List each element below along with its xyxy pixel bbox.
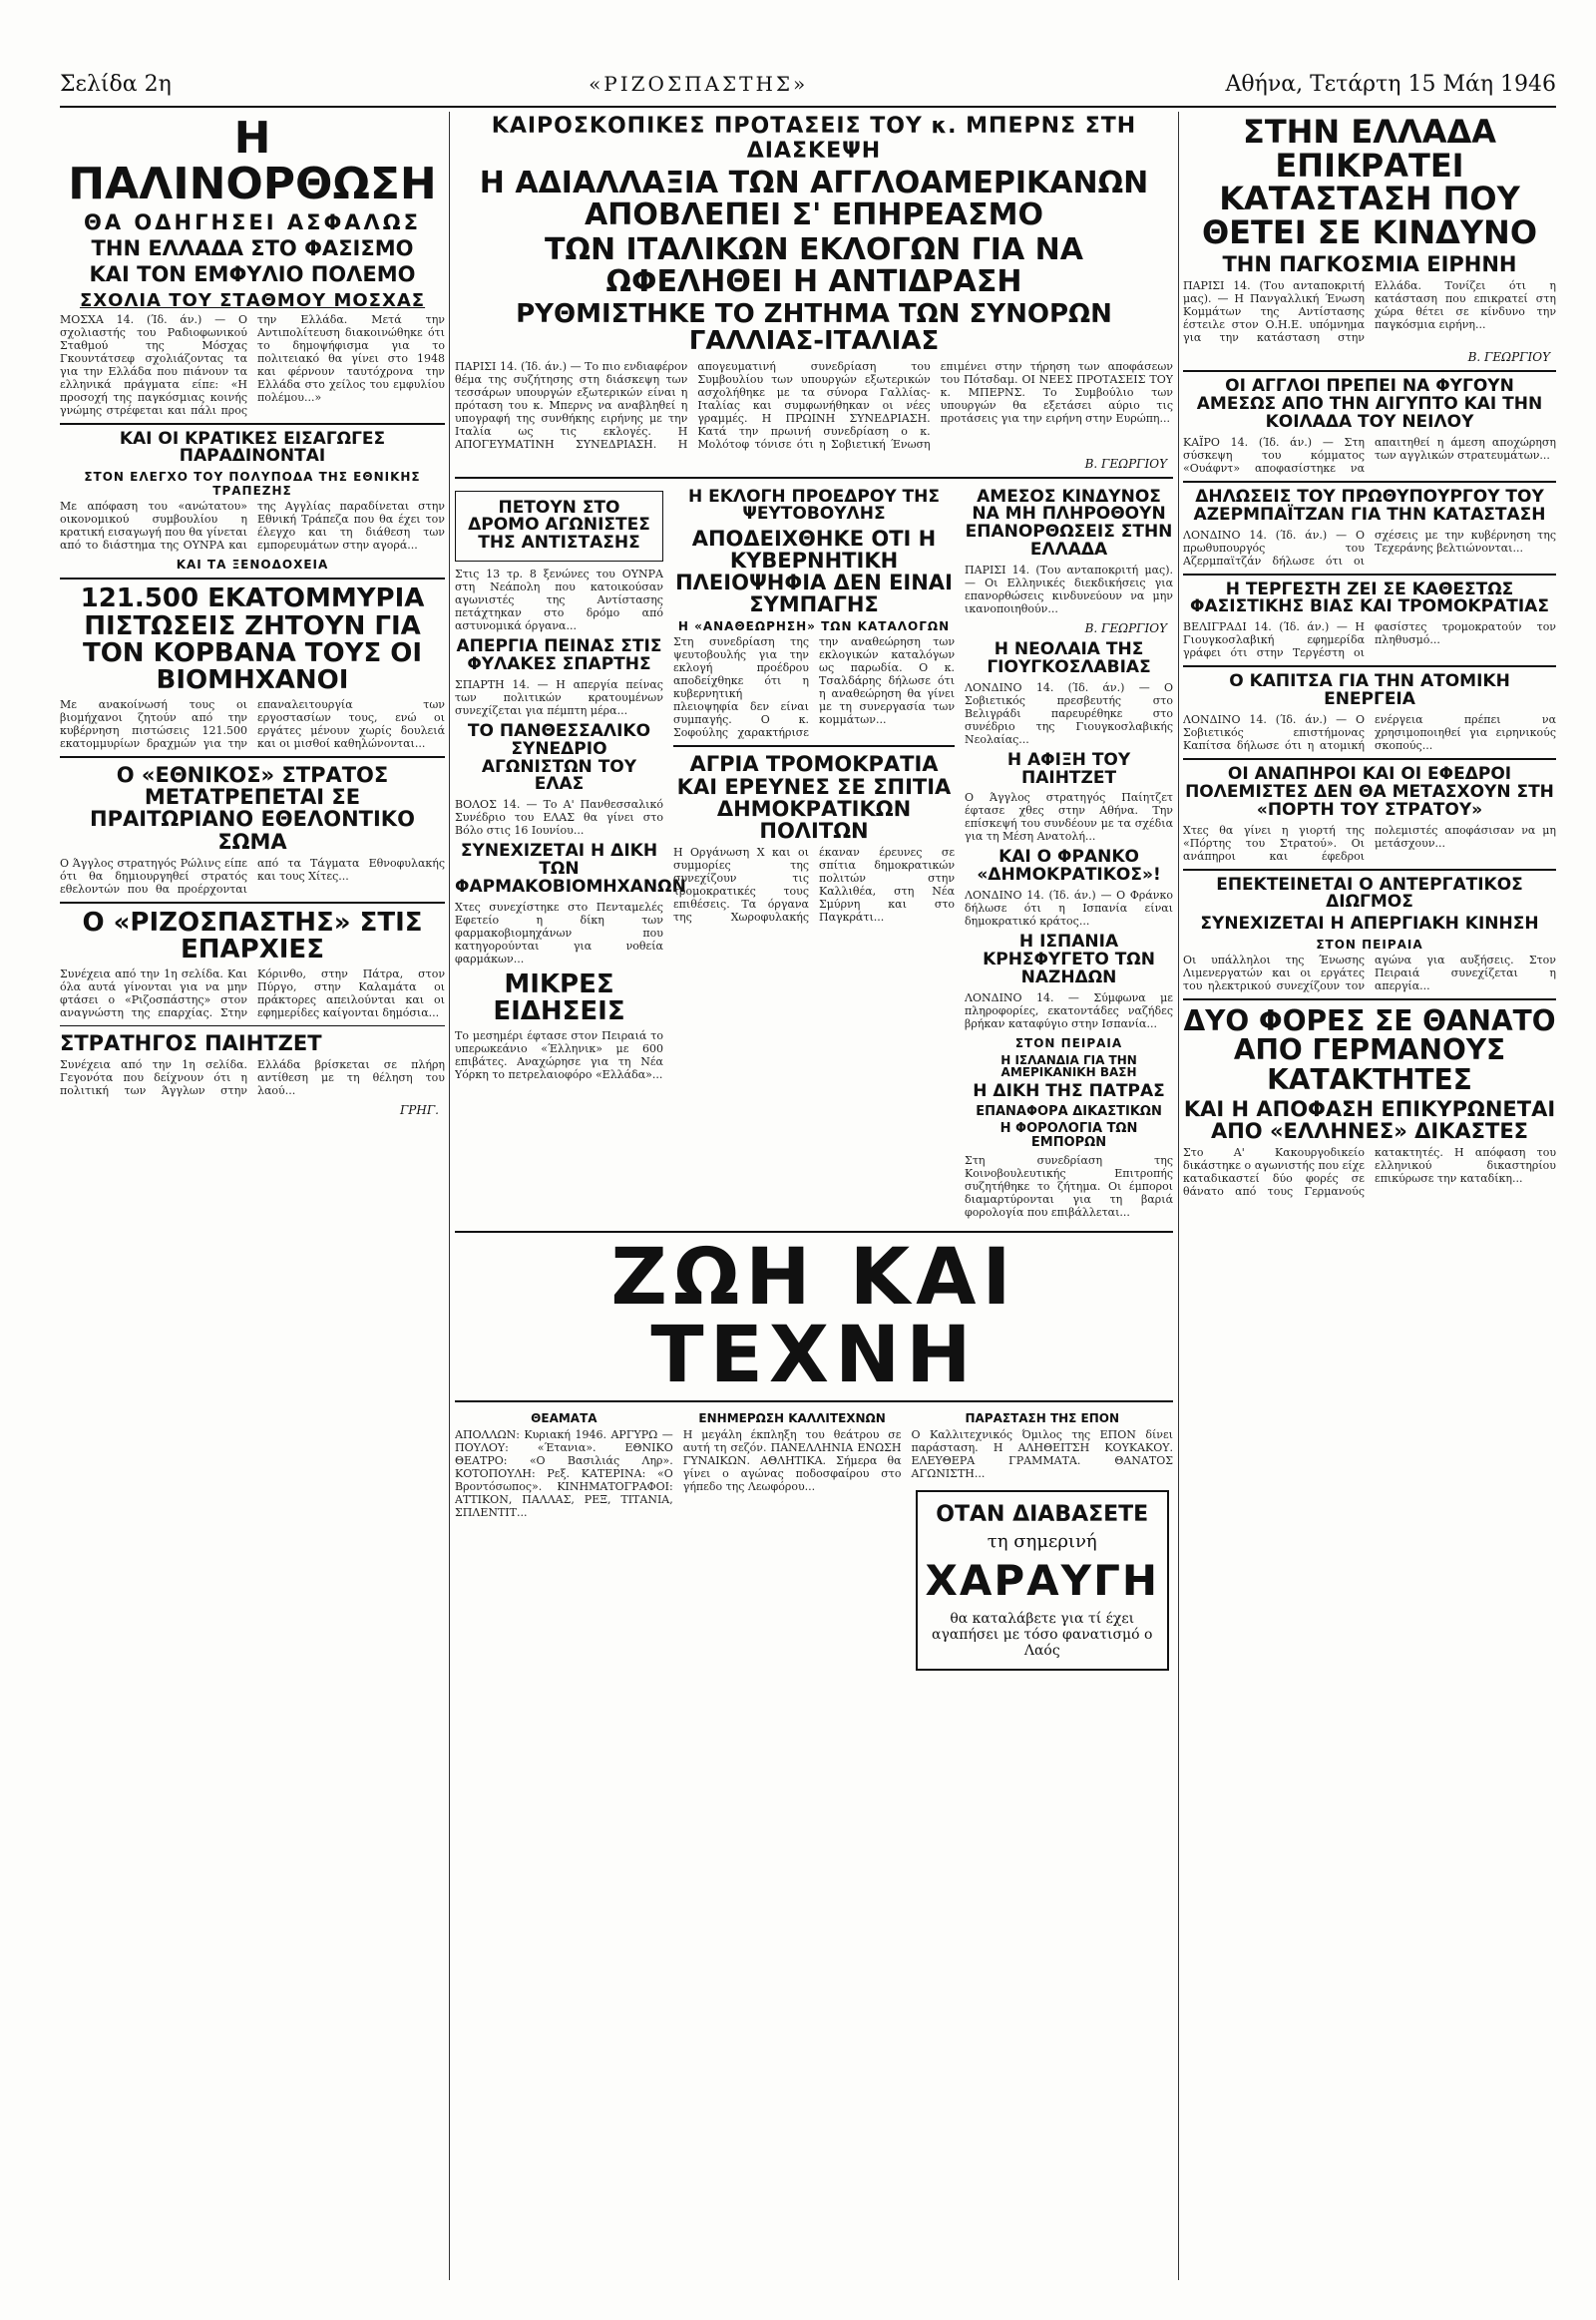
article-body: ΛΟΝΔΙΝΟ 14. (Ίδ. άν.) — Ο Σοβιετικός επιστήμονας Καπίτσα δήλωσε ότι η ατομική ενέργεια πρέπει να χρησιμοποιηθεί για ειρηνικούς σκοπούς...: [1183, 713, 1556, 753]
divider: [1183, 665, 1556, 667]
article-headline: Η ΔΙΚΗ ΤΗΣ ΠΑΤΡΑΣ: [973, 1080, 1165, 1101]
section-column: [455, 1408, 673, 1681]
article-headline: ΔΥΟ ΦΟΡΕΣ ΣΕ ΘΑΝΑΤΟ ΑΠΟ ΓΕΡΜΑΝΟΥΣ ΚΑΤΑΚΤΗΤΕΣ: [1183, 1004, 1556, 1096]
paper-name: «ΡΙΖΟΣΠΑΣΤΗΣ»: [589, 72, 809, 96]
article-headline: ΜΙΚΡΕΣ ΕΙΔΗΣΕΙΣ: [493, 968, 625, 1027]
article-signature: Β. ΓΕΩΡΓΙΟΥ: [1084, 456, 1167, 471]
article-headline: ΣΤΡΑΤΗΓΟΣ ΠΑΙΗΤΖΕΤ: [60, 1031, 322, 1056]
center-left-subcolumn: [455, 485, 686, 1225]
article-headline: Ο «ΕΘΝΙΚΟΣ» ΣΤΡΑΤΟΣ ΜΕΤΑΤΡΕΠΕΤΑΙ ΣΕ ΠΡΑΙΤΩΡΙΑΝΟ ΕΘΕΛΟΝΤΙΚΟ ΣΩΜΑ: [90, 763, 415, 854]
article-body: Ο Άγγλος στρατηγός Παίητζετ έφτασε χθες στην Αθήνα. Την επίσκεψή του συνδέουν με τα σχέδια για τη Μέση Ανατολή...: [965, 791, 1173, 844]
article-headline: ΑΠΟΔΕΙΧΘΗΚΕ ΟΤΙ Η ΚΥΒΕΡΝΗΤΙΚΗ ΠΛΕΙΟΨΗΦΙΑ ΔΕΝ ΕΙΝΑΙ ΣΥΜΠΑΓΗΣ: [675, 527, 953, 617]
article-kicker: ΣΤΟΝ ΠΕΙΡΑΙΑ: [1014, 1035, 1123, 1050]
article-headline: ΕΠΕΚΤΕΙΝΕΤΑΙ Ο ΑΝΤΕΡΓΑΤΙΚΟΣ ΔΙΩΓΜΟΣ: [1216, 874, 1523, 913]
column-divider: [449, 112, 450, 2280]
section-body: ΑΠΟΛΛΩΝ: Κυριακή 1946. ΑΡΓΥΡΩ — ΠΟΥΛΟΥ: «Έτανια». ΕΘΝΙΚΟ ΘΕΑΤΡΟ: «Ο Βασιλιάς Ληρ». ΚΟΤΟΠΟΥΛΗ: Ρεξ. ΚΑΤΕΡΙΝΑ: «Ο Βροντόσωπος». ΚΙΝΗΜΑΤΟΓΡΑΦΟΙ: ΑΤΤΙΚΟΝ, ΠΑΛΛΑΣ, ΡΕΞ, ΤΙΤΑΝΙΑ, ΣΠΛΕΝΤΙΤ...: [455, 1427, 673, 1519]
divider: [1183, 370, 1556, 372]
center-right-subcolumn: [965, 485, 1173, 1225]
issue-date: Αθήνα, Τετάρτη 15 Μάη 1946: [1225, 71, 1556, 97]
section-heading: ΠΑΡΑΣΤΑΣΗ ΤΗΣ ΕΠΟΝ: [965, 1410, 1120, 1425]
article-headline: Η ΙΣΛΑΝΔΙΑ ΓΙΑ ΤΗΝ ΑΜΕΡΙΚΑΝΙΚΗ ΒΑΣΗ: [1000, 1052, 1137, 1080]
article-headline: Η ΠΑΛΙΝΟΡΘΩΣΗ: [68, 113, 437, 210]
divider: [1183, 758, 1556, 760]
article-body: Συνέχεια από την 1η σελίδα. Γεγονότα που δείχνουν ότι η πολιτική των Άγγλων στην Ελλάδα βρίσκεται σε πλήρη αντίθεση με τη θέληση του λαού...: [60, 1058, 445, 1098]
article-body: Οι υπάλληλοι της Ένωσης Λιμενεργατών και οι εργάτες του ηλεκτρικού συνεχίζουν τον αγώνα για αυξήσεις. Στον Πειραιά συνεχίζεται η απεργία...: [1183, 954, 1556, 993]
article-body: Η Οργάνωση Χ και οι συμμορίες της συνεχίζουν τις τρομοκρατικές τους επιθέσεις. Τα όργανα της Χωροφυλακής έκαναν έρευνες σε σπίτια δημοκρατικών πολιτών στην Καλλιθέα, στη Νέα Σμύρνη και στο Παγκράτι...: [672, 845, 956, 924]
article-headline: ΕΠΑΝΑΦΟΡΑ ΔΙΚΑΣΤΙΚΩΝ: [976, 1103, 1162, 1119]
charavgi-advert: [916, 1490, 1170, 1671]
article-body: Με ανακοίνωσή τους οι βιομήχανοι ζητούν από την κυβέρνηση πιστώσεις 121.500 εκατομμυρίων δραχμών για την επαναλειτουργία των εργοστασίων τους, ενώ οι εργάτες μένουν χωρίς δουλειά και οι μισθοί καθηλώνονται...: [60, 698, 445, 751]
article-signature: Β. ΓΕΩΡΓΙΟΥ: [1467, 350, 1550, 365]
article-subheadline: ΚΑΙ ΤΟΝ ΕΜΦΥΛΙΟ ΠΟΛΕΜΟ: [89, 262, 416, 287]
center-column: [455, 112, 1173, 2280]
article-body: ΛΟΝΔΙΝΟ 14. — Σύμφωνα με πληροφορίες, εκατοντάδες ναζήδες βρήκαν καταφύγιο στην Ισπανία...: [965, 990, 1173, 1030]
article-subheadline: ΤΗΝ ΕΛΛΑΔΑ ΣΤΟ ΦΑΣΙΣΜΟ: [91, 236, 414, 261]
divider: [60, 1025, 445, 1026]
article-headline: ΠΕΤΟΥΝ ΣΤΟ ΔΡΟΜΟ ΑΓΩΝΙΣΤΕΣ ΤΗΣ ΑΝΤΙΣΤΑΣΗΣ: [468, 497, 650, 554]
divider: [455, 1400, 1173, 1402]
page-number: Σελίδα 2η: [60, 71, 172, 97]
article-subheadline: ΘΑ ΟΔΗΓΗΣΕΙ ΑΣΦΑΛΩΣ: [83, 210, 422, 235]
column-divider: [1178, 112, 1179, 2280]
article-kicker: ΣΧΟΛΙΑ ΤΟΥ ΣΤΑΘΜΟΥ ΜΟΣΧΑΣ: [79, 289, 426, 311]
divider: [455, 477, 1173, 479]
section-column: [683, 1408, 902, 1681]
left-column: [60, 112, 445, 2280]
divider: [1183, 869, 1556, 871]
article-headline: ΚΑΙ Η ΑΠΟΦΑΣΗ ΕΠΙΚΥΡΩΝΕΤΑΙ ΑΠΟ «ΕΛΛΗΝΕΣ» ΔΙΚΑΣΤΕΣ: [1183, 1097, 1556, 1144]
divider: [60, 756, 445, 758]
article-headline: Η ΕΚΛΟΓΗ ΠΡΟΕΔΡΟΥ ΤΗΣ ΨΕΥΤΟΒΟΥΛΗΣ: [687, 486, 940, 525]
article-headline: ΑΜΕΣΟΣ ΚΙΝΔΥΝΟΣ ΝΑ ΜΗ ΠΛΗΡΟΘΟΥΝ ΕΠΑΝΟΡΘΩΣΕΙΣ ΣΤΗΝ ΕΛΛΑΔΑ: [965, 486, 1173, 561]
article-subheadline: ΣΤΟΝ ΕΛΕΓΧΟ ΤΟΥ ΠΟΛΥΠΟΔΑ ΤΗΣ ΕΘΝΙΚΗΣ ΤΡΑΠΕΖΗΣ: [84, 470, 421, 499]
article-subheadline: ΤΗΝ ΠΑΓΚΟΣΜΙΑ ΕΙΡΗΝΗ: [1222, 252, 1517, 277]
article-headline: Η ΦΟΡΟΛΟΓΙΑ ΤΩΝ ΕΜΠΟΡΩΝ: [999, 1121, 1138, 1150]
center-middle-subcolumn: [673, 485, 955, 1225]
article-headline: ΟΙ ΑΝΑΠΗΡΟΙ ΚΑΙ ΟΙ ΕΦΕΔΡΟΙ ΠΟΛΕΜΙΣΤΕΣ ΔΕΝ ΘΑ ΜΕΤΑΣΧΟΥΝ ΣΤΗ «ΠΟΡΤΗ ΤΟΥ ΣΤΡΑΤΟΥ»: [1185, 764, 1554, 820]
article-body: Χτες θα γίνει η γιορτή της «Πόρτης του Στρατού». Οι ανάπηροι και έφεδροι πολεμιστές αποφάσισαν να μη μετάσχουν...: [1183, 823, 1556, 863]
divider: [1183, 481, 1556, 483]
article-signature: ΓΡΗΓ.: [399, 1103, 439, 1118]
article-body: ΒΕΛΙΓΡΑΔΙ 14. (Ίδ. άν.) — Η Γιουγκοσλαβική εφημερίδα γράφει ότι στην Τεργέστη οι φασίστες τρομοκρατούν τον πληθυσμό...: [1183, 620, 1556, 660]
section-heading: ΘΕΑΜΑΤΑ: [531, 1410, 598, 1425]
article-body: ΛΟΝΔΙΝΟ 14. (Ίδ. άν.) — Ο πρωθυπουργός του Αζερμπαϊτζάν δήλωσε ότι οι σχέσεις με την κυβέρνηση της Τεχεράνης βελτιώνονται...: [1183, 528, 1556, 568]
article-kicker: Η «ΑΝΑΘΕΩΡΗΣΗ» ΤΩΝ ΚΑΤΑΛΟΓΩΝ: [677, 619, 951, 634]
article-headline: Ο ΚΑΠΙΤΣΑ ΓΙΑ ΤΗΝ ΑΤΟΜΙΚΗ ΕΝΕΡΓΕΙΑ: [1229, 671, 1510, 710]
article-body: Το μεσημέρι έφτασε στον Πειραιά το υπερωκεάνιο «Έλληνικ» με 600 επιβάτες. Αναχώρησε για τη Νέα Υόρκη το πετρελαιοφόρο «Ελλάδα»...: [455, 1029, 663, 1082]
section-banner: ΖΩΗ ΚΑΙ ΤΕΧΝΗ: [610, 1232, 1017, 1400]
article-body: Στις 13 τρ. 8 ξενώνες του ΟΥΝΡΑ στη Νεάπολη που κατοικούσαν αγωνιστές της Αντίστασης πετάχτηκαν στο δρόμο από αστυνομικά όργανα...: [455, 568, 663, 633]
article-box: [455, 491, 663, 563]
center-lower-row: [455, 485, 1173, 1225]
article-headline: ΣΥΝΕΧΙΖΕΤΑΙ Η ΔΙΚΗ ΤΩΝ ΦΑΡΜΑΚΟΒΙΟΜΗΧΑΝΩΝ: [455, 841, 686, 897]
article-kicker: ΚΑΙΡΟΣΚΟΠΙΚΕΣ ΠΡΟΤΑΣΕΙΣ ΤΟΥ κ. ΜΠΕΡΝΣ ΣΤΗ ΔΙΑΣΚΕΨΗ: [491, 114, 1137, 164]
article-headline: Η ΑΦΙΞΗ ΤΟΥ ΠΑΙΗΤΖΕΤ: [1006, 749, 1131, 788]
divider: [1183, 998, 1556, 1000]
section-grid: [455, 1408, 1173, 1681]
article-subheadline: ΡΥΘΜΙΣΤΗΚΕ ΤΟ ΖΗΤΗΜΑ ΤΩΝ ΣΥΝΟΡΩΝ ΓΑΛΛΙΑΣ-ΙΤΑΛΙΑΣ: [516, 299, 1112, 357]
right-column: [1183, 112, 1556, 2280]
divider: [60, 423, 445, 425]
divider: [1183, 574, 1556, 576]
article-headline: Η ΝΕΟΛΑΙΑ ΤΗΣ ΓΙΟΥΓΚΟΣΛΑΒΙΑΣ: [987, 638, 1151, 677]
article-headline: ΚΑΙ Ο ΦΡΑΝΚΟ «ΔΗΜΟΚΡΑΤΙΚΟΣ»!: [977, 847, 1161, 886]
article-signature: Β. ΓΕΩΡΓΙΟΥ: [1084, 620, 1167, 635]
article-body: Στη συνεδρίαση της Κοινοβουλευτικής Επιτροπής συζητήθηκε το ζήτημα. Οι έμποροι διαμαρτύρονται για τη βαριά φορολογία που επιβάλλεται...: [965, 1153, 1173, 1219]
article-body: ΠΑΡΙΣΙ 14. (Του ανταποκριτή μας). — Η Πανγαλλική Ένωση Κομμάτων της Αντίστασης έστειλε στον Ο.Η.Ε. υπόμνημα για την κατάσταση στην Ελλάδα. Τονίζει ότι η κατάσταση που επικρατεί στη χώρα θέτει σε κίνδυνο την παγκόσμια ειρήνη...: [1183, 279, 1556, 345]
zoi-kai-techni-section: [455, 1232, 1173, 1681]
article-headline: ΟΙ ΑΓΓΛΟΙ ΠΡΕΠΕΙ ΝΑ ΦΥΓΟΥΝ ΑΜΕΣΩΣ ΑΠΟ ΤΗΝ ΑΙΓΥΠΤΟ ΚΑΙ ΤΗΝ ΚΟΙΛΑΔΑ ΤΟΥ ΝΕΙΛΟΥ: [1196, 376, 1543, 433]
article-headline: ΣΥΝΕΧΙΖΕΤΑΙ Η ΑΠΕΡΓΙΑΚΗ ΚΙΝΗΣΗ: [1200, 914, 1539, 935]
article-headline: ΑΓΡΙΑ ΤΡΟΜΟΚΡΑΤΙΑ ΚΑΙ ΕΡΕΥΝΕΣ ΣΕ ΣΠΙΤΙΑ ΔΗΜΟΚΡΑΤΙΚΩΝ ΠΟΛΙΤΩΝ: [676, 752, 952, 843]
article-headline: ΤΟ ΠΑΝΘΕΣΣΑΛΙΚΟ ΣΥΝΕΔΡΙΟ ΑΓΩΝΙΣΤΩΝ ΤΟΥ ΕΛΑΣ: [467, 720, 651, 795]
section-body: Ο Καλλιτεχνικός Όμιλος της ΕΠΟΝ δίνει παράσταση. Η ΑΛΗΘΕΙΤΣΗ ΚΟΥΚΑΚΟΥ. ΕΛΕΥΘΕΡΑ ΓΡΑΜΜΑΤΑ. ΘΑΝΑΤΟΣ ΑΓΩΝΙΣΤΗ...: [911, 1427, 1173, 1480]
article-body: Ο Άγγλος στρατηγός Ρώλινς είπε ότι θα δημιουργηθεί στρατός εθελοντών που θα προέρχονται από τα Τάγματα Εθνοφυλακής και τους Χίτες...: [60, 856, 445, 896]
article-body: ΛΟΝΔΙΝΟ 14. (Ίδ. άν.) — Ο Σοβιετικός πρεσβευτής στο Βελιγράδι παρευρέθηκε στο συνέδριο της Γιουγκοσλαβικής Νεολαίας...: [965, 680, 1173, 746]
masthead: [60, 62, 1556, 108]
article-headline: ΣΤΗΝ ΕΛΛΑΔΑ ΕΠΙΚΡΑΤΕΙ ΚΑΤΑΣΤΑΣΗ ΠΟΥ ΘΕΤΕΙ ΣΕ ΚΙΝΔΥΝΟ: [1201, 113, 1538, 251]
advert-line: τη σημερινή: [987, 1530, 1097, 1552]
article-body: ΠΑΡΙΣΙ 14. (Του ανταποκριτή μας). — Οι Ελληνικές διεκδικήσεις για επανορθώσεις κινδυνεύουν να μην ικανοποιηθούν...: [965, 563, 1173, 615]
advert-line: ΟΤΑΝ ΔΙΑΒΑΣΕΤΕ: [936, 1501, 1149, 1527]
article-kicker: ΚΑΙ ΤΑ ΞΕΝΟΔΟΧΕΙΑ: [176, 558, 329, 573]
article-headline: Η ΙΣΠΑΝΙΑ ΚΡΗΣΦΥΓΕΤΟ ΤΩΝ ΝΑΖΗΔΩΝ: [983, 932, 1155, 987]
divider: [673, 745, 955, 747]
article-headline: Η ΑΔΙΑΛΛΑΞΙΑ ΤΩΝ ΑΓΓΛΟΑΜΕΡΙΚΑΝΩΝ ΑΠΟΒΛΕΠΕΙ Σ' ΕΠΗΡΕΑΣΜΟ: [479, 166, 1149, 232]
article-body: ΛΟΝΔΙΝΟ 14. (Ίδ. άν.) — Ο Φράνκο δήλωσε ότι η Ισπανία είναι δημοκρατικό κράτος...: [965, 889, 1173, 929]
article-body: Χτες συνεχίστηκε στο Πενταμελές Εφετείο η δίκη των φαρμακοβιομηχάνων που κατηγορούνται για νοθεία φαρμάκων...: [455, 900, 663, 966]
article-body: ΜΟΣΧΑ 14. (Ίδ. άν.) — Ο σχολιαστής του Ραδιοφωνικού Σταθμού της Μόσχας Γκουντάτσεφ σχολιάζοντας τα για την Ελλάδα που πιάνουν τα ελληνικά πράγματα είπε: «Η προσοχή της παγκόσμιας κοινής γνώμης στρέφεται και πάλι προς την Ελλάδα. Μετά την Αντιπολίτευση διακοινώθηκε ότι το δημοψήφισμα για το πολιτειακό θα γίνει στο 1948 και φέρνουν ταυτόχρονα την Ελλάδα στο χείλος του εμφυλίου πολέμου...»: [60, 312, 445, 417]
article-body: Συνέχεια από την 1η σελίδα. Και όλα αυτά γίνονται για να μην φτάσει ο «Ριζοσπάστης» στον αναγνώστη της επαρχίας. Στην Κόρινθο, στην Πάτρα, στον Πύργο, στην Καλαμάτα οι πράκτορες απειλούνται και οι εφημερίδες καίγονται δημόσια...: [60, 967, 445, 1020]
advert-line: θα καταλάβετε για τί έχει αγαπήσει με τόσο φανατισμό ο Λαός: [932, 1610, 1153, 1659]
article-body: Στο Α' Κακουργοδικείο δικάστηκε ο αγωνιστής που είχε καταδικαστεί δύο φορές σε θάνατο από τους Γερμανούς κατακτητές. Η απόφαση του ελληνικού δικαστηρίου επικύρωσε την καταδίκη...: [1183, 1146, 1556, 1199]
article-headline: 121.500 ΕΚΑΤΟΜΜΥΡΙΑ ΠΙΣΤΩΣΕΙΣ ΖΗΤΟΥΝ ΓΙΑ ΤΟΝ ΚΟΡΒΑΝΑ ΤΟΥΣ ΟΙ ΒΙΟΜΗΧΑΝΟΙ: [80, 583, 425, 696]
article-headline: ΔΗΛΩΣΕΙΣ ΤΟΥ ΠΡΩΘΥΠΟΥΡΓΟΥ ΤΟΥ ΑΖΕΡΜΠΑΪΤΖΑΝ ΓΙΑ ΤΗΝ ΚΑΤΑΣΤΑΣΗ: [1193, 486, 1546, 525]
divider: [60, 902, 445, 904]
article-body: Με απόφαση του «ανώτατου» οικονομικού συμβουλίου η κρατική εισαγωγή που θα γίνεται από το διάστημα της ΟΥΝΡΑ και της Αγγλίας παραδίνεται στην Εθνική Τράπεζα που θα έχει τον έλεγχο και τη διάθεση των εμπορευμάτων στην αγορά...: [60, 500, 445, 553]
article-body: ΣΠΑΡΤΗ 14. — Η απεργία πείνας των πολιτικών κρατουμένων συνεχίζεται για πέμπτη μέρα...: [455, 677, 663, 717]
section-column: [912, 1408, 1174, 1681]
article-body: ΠΑΡΙΣΙ 14. (Ίδ. άν.) — Το πιο ενδιαφέρον θέμα της συζήτησης στη διάσκεψη των τεσσάρων υπουργών εξωτερικών είναι η πρόταση του κ. Μπερνς να αναβληθεί η υπογραφή της συνθήκης ειρήνης με την Ιταλία ως τις εκλογές. Η ΑΠΟΓΕΥΜΑΤΙΝΗ ΣΥΝΕΔΡΙΑΣΗ. Η απογευματινή συνεδρίαση του Συμβουλίου των υπουργών εξωτερικών ασχολήθηκε με τα σύνορα Γαλλίας-Ιταλίας και συμφωνήθηκαν οι νέες γραμμές. Η ΠΡΩΙΝΗ ΣΥΝΕΔΡΙΑΣΗ. Κατά την πρωινή συνεδρίαση ο κ. Μολότοφ τόνισε ότι η Σοβιετική Ένωση επιμένει στην τήρηση των αποφάσεων του Πότσδαμ. ΟΙ ΝΕΕΣ ΠΡΟΤΑΣΕΙΣ ΤΟΥ κ. ΜΠΕΡΝΣ. Το Συμβούλιο των υπουργών θα εξετάσει αύριο τις προτάσεις για την ειρήνη στην Ευρώπη...: [455, 359, 1173, 451]
article-kicker: ΣΤΟΝ ΠΕΙΡΑΙΑ: [1316, 938, 1423, 953]
section-heading: ΕΝΗΜΕΡΩΣΗ ΚΑΛΛΙΤΕΧΝΩΝ: [698, 1410, 886, 1425]
advert-title: ΧΑΡΑΥΓΗ: [925, 1555, 1159, 1605]
article-headline: Η ΤΕΡΓΕΣΤΗ ΖΕΙ ΣΕ ΚΑΘΕΣΤΩΣ ΦΑΣΙΣΤΙΚΗΣ ΒΙΑΣ ΚΑΙ ΤΡΟΜΟΚΡΑΤΙΑΣ: [1190, 579, 1549, 617]
article-headline: ΤΩΝ ΙΤΑΛΙΚΩΝ ΕΚΛΟΓΩΝ ΓΙΑ ΝΑ ΩΦΕΛΗΘΕΙ Η ΑΝΤΙΔΡΑΣΗ: [545, 232, 1083, 299]
article-body: ΒΟΛΟΣ 14. — Το Α' Πανθεσσαλικό Συνέδριο του ΕΛΑΣ θα γίνει στο Βόλο στις 16 Ιουνίου...: [455, 798, 663, 838]
article-body: ΚΑΪΡΟ 14. (Ίδ. άν.) — Στη σύσκεψη του κόμματος «Ουάφντ» αποφασίστηκε να απαιτηθεί η άμεση αποχώρηση των αγγλικών στρατευμάτων...: [1183, 435, 1556, 475]
divider: [60, 578, 445, 580]
article-body: Στη συνεδρίαση της ψευτοβουλής για την εκλογή προέδρου αποδείχθηκε ότι η κυβερνητική πλειοψηφία δεν είναι συμπαγής. Ο κ. Σοφούλης χαρακτήρισε την αναθεώρηση των εκλογικών καταλόγων ως παρωδία. Ο κ. Τσαλδάρης δήλωσε ότι η αναθεώρηση θα γίνει με τη συνεργασία των κομμάτων...: [672, 635, 956, 740]
section-body: Η μεγάλη έκπληξη του θεάτρου σε αυτή τη σεζόν. ΠΑΝΕΛΛΗΝΙΑ ΕΝΩΣΗ ΓΥΝΑΙΚΩΝ. ΑΘΛΗΤΙΚΑ. Σήμερα θα γίνει ο αγώνας ποδοσφαίρου στο γήπεδο της Λεωφόρου...: [682, 1427, 902, 1493]
article-headline: ΑΠΕΡΓΙΑ ΠΕΙΝΑΣ ΣΤΙΣ ΦΥΛΑΚΕΣ ΣΠΑΡΤΗΣ: [456, 636, 662, 674]
article-headline: Ο «ΡΙΖΟΣΠΑΣΤΗΣ» ΣΤΙΣ ΕΠΑΡΧΙΕΣ: [82, 907, 423, 965]
article-headline: ΚΑΙ ΟΙ ΚΡΑΤΙΚΕΣ ΕΙΣΑΓΩΓΕΣ ΠΑΡΑΔΙΝΟΝΤΑΙ: [119, 428, 386, 467]
